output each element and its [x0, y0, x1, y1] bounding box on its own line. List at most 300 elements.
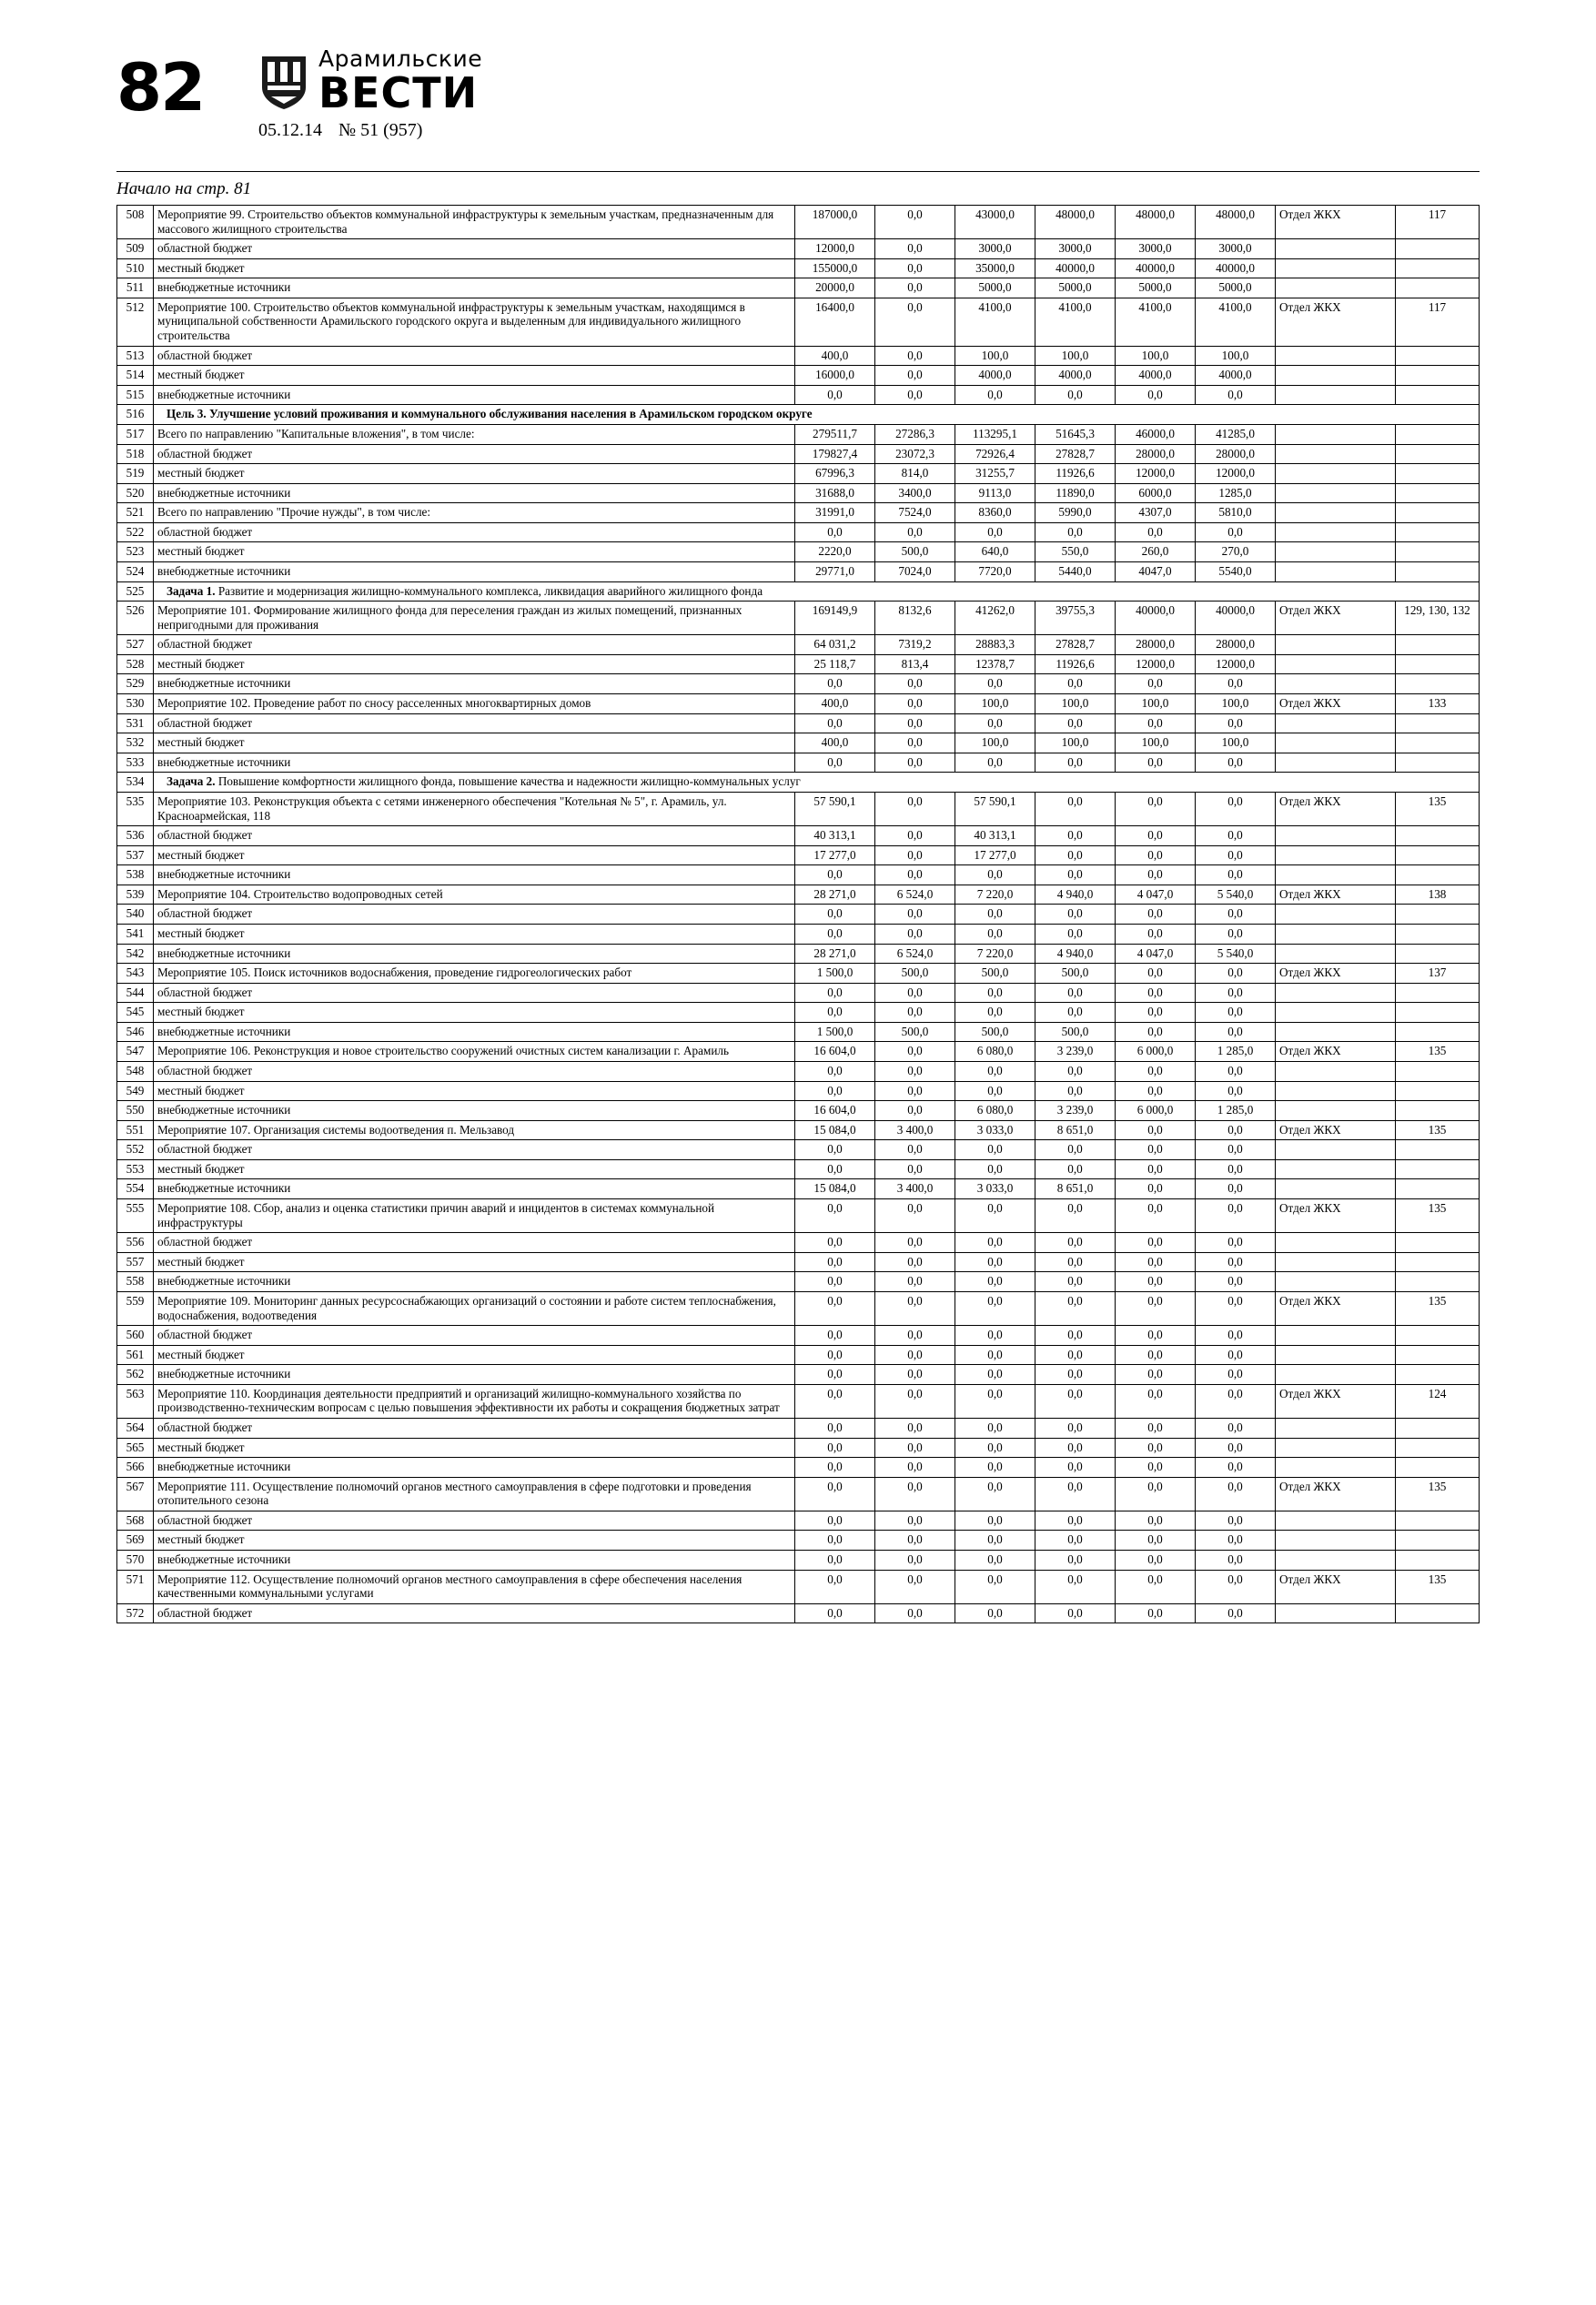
row-value-v5: 0,0: [1116, 983, 1196, 1003]
row-value-v5: 0,0: [1116, 1272, 1196, 1292]
row-value-v2: 0,0: [875, 1233, 955, 1253]
row-reference: [1396, 464, 1480, 484]
row-number: 546: [117, 1022, 154, 1042]
row-value-v2: 0,0: [875, 258, 955, 278]
row-reference: 135: [1396, 1042, 1480, 1062]
row-value-v2: 27286,3: [875, 424, 955, 444]
row-value-v1: 0,0: [795, 674, 875, 694]
row-value-v1: 0,0: [795, 1159, 875, 1179]
row-value-v5: 0,0: [1116, 924, 1196, 944]
row-department: [1276, 1022, 1396, 1042]
paper-name-line1: Арамильские: [318, 45, 483, 72]
issue-line: [258, 120, 422, 141]
row-department: [1276, 1326, 1396, 1346]
row-reference: [1396, 1252, 1480, 1272]
row-value-v2: 0,0: [875, 753, 955, 773]
row-department: [1276, 1081, 1396, 1101]
row-value-v6: 0,0: [1196, 1272, 1276, 1292]
row-reference: [1396, 503, 1480, 523]
row-department: Отдел ЖКХ: [1276, 1570, 1396, 1603]
row-reference: [1396, 1511, 1480, 1531]
row-value-v5: 0,0: [1116, 1531, 1196, 1551]
table-row: [117, 713, 1480, 733]
row-value-v5: 0,0: [1116, 1438, 1196, 1458]
row-value-v2: 0,0: [875, 1042, 955, 1062]
row-number: 539: [117, 885, 154, 905]
row-description: местный бюджет: [154, 464, 795, 484]
header-divider: [116, 171, 1480, 172]
row-value-v4: 0,0: [1035, 1419, 1116, 1439]
row-number: 544: [117, 983, 154, 1003]
row-value-v5: 0,0: [1116, 1179, 1196, 1199]
row-value-v2: 0,0: [875, 674, 955, 694]
row-department: [1276, 733, 1396, 753]
row-reference: [1396, 1022, 1480, 1042]
row-department: [1276, 1365, 1396, 1385]
row-value-v5: 0,0: [1116, 1291, 1196, 1325]
row-value-v5: 28000,0: [1116, 635, 1196, 655]
row-value-v2: 0,0: [875, 1199, 955, 1233]
row-value-v4: 0,0: [1035, 845, 1116, 865]
row-value-v1: 16000,0: [795, 366, 875, 386]
row-description: областной бюджет: [154, 1511, 795, 1531]
row-value-v1: 0,0: [795, 713, 875, 733]
paper-name-line2: ВЕСТИ: [318, 68, 479, 117]
row-value-v3: 41262,0: [955, 602, 1035, 635]
row-value-v4: 0,0: [1035, 826, 1116, 846]
row-reference: [1396, 1531, 1480, 1551]
row-value-v6: 0,0: [1196, 1551, 1276, 1571]
row-value-v6: 5 540,0: [1196, 885, 1276, 905]
row-value-v5: 100,0: [1116, 733, 1196, 753]
row-value-v5: 0,0: [1116, 385, 1196, 405]
row-value-v1: 57 590,1: [795, 792, 875, 825]
row-number: 532: [117, 733, 154, 753]
row-department: Отдел ЖКХ: [1276, 1120, 1396, 1140]
row-value-v3: 0,0: [955, 1199, 1035, 1233]
row-value-v6: 0,0: [1196, 964, 1276, 984]
row-value-v5: 0,0: [1116, 713, 1196, 733]
row-value-v6: 28000,0: [1196, 635, 1276, 655]
table-row: [117, 694, 1480, 714]
row-value-v4: 0,0: [1035, 905, 1116, 925]
row-department: [1276, 674, 1396, 694]
row-value-v2: 0,0: [875, 1511, 955, 1531]
table-row: [117, 865, 1480, 885]
row-description: местный бюджет: [154, 1081, 795, 1101]
row-value-v4: 0,0: [1035, 522, 1116, 542]
row-department: [1276, 464, 1396, 484]
row-value-v6: 0,0: [1196, 1438, 1276, 1458]
row-value-v3: 9113,0: [955, 483, 1035, 503]
row-number: 524: [117, 561, 154, 581]
row-value-v6: 0,0: [1196, 1384, 1276, 1418]
row-department: [1276, 944, 1396, 964]
row-value-v3: 0,0: [955, 1551, 1035, 1571]
row-value-v5: 6 000,0: [1116, 1042, 1196, 1062]
table-row: [117, 1603, 1480, 1623]
row-value-v5: 0,0: [1116, 1022, 1196, 1042]
row-value-v2: 0,0: [875, 1531, 955, 1551]
row-value-v3: 0,0: [955, 1233, 1035, 1253]
row-description: местный бюджет: [154, 845, 795, 865]
row-description: местный бюджет: [154, 542, 795, 562]
row-value-v6: 100,0: [1196, 346, 1276, 366]
row-value-v3: 640,0: [955, 542, 1035, 562]
row-description: внебюджетные источники: [154, 1101, 795, 1121]
row-value-v6: 0,0: [1196, 983, 1276, 1003]
row-department: [1276, 845, 1396, 865]
row-value-v1: 29771,0: [795, 561, 875, 581]
row-reference: 117: [1396, 206, 1480, 239]
row-department: [1276, 1531, 1396, 1551]
row-reference: [1396, 366, 1480, 386]
row-value-v3: 7720,0: [955, 561, 1035, 581]
row-description: Всего по направлению "Капитальные вложения", в том числе:: [154, 424, 795, 444]
row-reference: 129, 130, 132: [1396, 602, 1480, 635]
row-value-v4: 0,0: [1035, 1458, 1116, 1478]
row-value-v1: 2220,0: [795, 542, 875, 562]
row-value-v5: 28000,0: [1116, 444, 1196, 464]
row-value-v4: 100,0: [1035, 733, 1116, 753]
table-row: [117, 1101, 1480, 1121]
row-department: [1276, 865, 1396, 885]
row-value-v4: 27828,7: [1035, 635, 1116, 655]
row-reference: [1396, 346, 1480, 366]
row-department: [1276, 1140, 1396, 1160]
row-value-v1: 40 313,1: [795, 826, 875, 846]
table-row: [117, 542, 1480, 562]
row-number: 525: [117, 581, 154, 602]
row-number: 509: [117, 239, 154, 259]
row-number: 551: [117, 1120, 154, 1140]
row-value-v2: 0,0: [875, 792, 955, 825]
row-value-v5: 0,0: [1116, 1159, 1196, 1179]
row-value-v2: 0,0: [875, 1101, 955, 1121]
row-value-v1: 25 118,7: [795, 654, 875, 674]
row-value-v1: 16400,0: [795, 298, 875, 346]
row-value-v2: 0,0: [875, 713, 955, 733]
row-number: 572: [117, 1603, 154, 1623]
row-value-v6: 0,0: [1196, 1179, 1276, 1199]
row-value-v1: 28 271,0: [795, 944, 875, 964]
row-value-v4: 0,0: [1035, 1252, 1116, 1272]
row-value-v3: 0,0: [955, 865, 1035, 885]
row-value-v5: 0,0: [1116, 1511, 1196, 1531]
row-value-v3: 0,0: [955, 1272, 1035, 1292]
row-department: Отдел ЖКХ: [1276, 1042, 1396, 1062]
table-row: [117, 1291, 1480, 1325]
row-value-v5: 12000,0: [1116, 464, 1196, 484]
row-value-v3: 0,0: [955, 1458, 1035, 1478]
table-row: [117, 278, 1480, 298]
row-value-v3: 0,0: [955, 905, 1035, 925]
row-value-v6: 0,0: [1196, 522, 1276, 542]
row-description: внебюджетные источники: [154, 753, 795, 773]
row-description: местный бюджет: [154, 1345, 795, 1365]
table-row: [117, 298, 1480, 346]
row-value-v6: 5000,0: [1196, 278, 1276, 298]
row-value-v6: 0,0: [1196, 1233, 1276, 1253]
table-row: [117, 602, 1480, 635]
table-row: [117, 1179, 1480, 1199]
row-reference: 124: [1396, 1384, 1480, 1418]
row-value-v1: 0,0: [795, 1438, 875, 1458]
row-description: Мероприятие 109. Мониторинг данных ресурсоснабжающих организаций о состоянии и работе систем теплоснабжения, водоснабжения, водоотведения: [154, 1291, 795, 1325]
row-reference: [1396, 1272, 1480, 1292]
row-value-v5: 100,0: [1116, 346, 1196, 366]
row-value-v5: 4 047,0: [1116, 885, 1196, 905]
row-value-v1: 187000,0: [795, 206, 875, 239]
row-value-v6: 0,0: [1196, 1291, 1276, 1325]
row-value-v6: 28000,0: [1196, 444, 1276, 464]
row-value-v6: 5540,0: [1196, 561, 1276, 581]
row-description: Мероприятие 106. Реконструкция и новое строительство сооружений очистных систем канализации г. Арамиль: [154, 1042, 795, 1062]
row-department: Отдел ЖКХ: [1276, 1384, 1396, 1418]
row-value-v5: 0,0: [1116, 964, 1196, 984]
table-row: [117, 1062, 1480, 1082]
row-value-v1: 0,0: [795, 924, 875, 944]
row-value-v2: 813,4: [875, 654, 955, 674]
row-department: Отдел ЖКХ: [1276, 792, 1396, 825]
row-value-v1: 155000,0: [795, 258, 875, 278]
row-description: внебюджетные источники: [154, 944, 795, 964]
row-value-v6: 0,0: [1196, 1477, 1276, 1511]
row-value-v2: 7524,0: [875, 503, 955, 523]
row-description: областной бюджет: [154, 826, 795, 846]
row-department: [1276, 654, 1396, 674]
row-description: внебюджетные источники: [154, 385, 795, 405]
row-value-v6: 0,0: [1196, 845, 1276, 865]
row-description: местный бюджет: [154, 366, 795, 386]
row-value-v2: 0,0: [875, 826, 955, 846]
row-value-v5: 0,0: [1116, 905, 1196, 925]
row-number: 560: [117, 1326, 154, 1346]
row-reference: [1396, 1062, 1480, 1082]
row-reference: [1396, 483, 1480, 503]
row-value-v6: 1285,0: [1196, 483, 1276, 503]
row-value-v6: 0,0: [1196, 905, 1276, 925]
row-value-v4: 0,0: [1035, 1570, 1116, 1603]
row-value-v5: 0,0: [1116, 522, 1196, 542]
row-number: 521: [117, 503, 154, 523]
row-description: внебюджетные источники: [154, 483, 795, 503]
row-value-v2: 0,0: [875, 1458, 955, 1478]
row-value-v1: 0,0: [795, 522, 875, 542]
row-value-v4: 3000,0: [1035, 239, 1116, 259]
row-value-v2: 500,0: [875, 964, 955, 984]
row-value-v3: 0,0: [955, 1326, 1035, 1346]
row-reference: [1396, 424, 1480, 444]
row-value-v5: 0,0: [1116, 1062, 1196, 1082]
row-value-v6: 1 285,0: [1196, 1101, 1276, 1121]
row-value-v6: 270,0: [1196, 542, 1276, 562]
row-number: 530: [117, 694, 154, 714]
row-number: 569: [117, 1531, 154, 1551]
row-value-v5: 0,0: [1116, 1365, 1196, 1385]
row-value-v2: 814,0: [875, 464, 955, 484]
row-department: [1276, 561, 1396, 581]
row-value-v6: 0,0: [1196, 385, 1276, 405]
row-value-v3: 43000,0: [955, 206, 1035, 239]
row-value-v1: 15 084,0: [795, 1120, 875, 1140]
row-value-v2: 0,0: [875, 522, 955, 542]
row-value-v6: 0,0: [1196, 1326, 1276, 1346]
table-row: [117, 1419, 1480, 1439]
row-reference: [1396, 674, 1480, 694]
row-description: Мероприятие 101. Формирование жилищного фонда для переселения граждан из жилых помещений, признанных непригодными для проживания: [154, 602, 795, 635]
row-value-v2: 0,0: [875, 366, 955, 386]
row-value-v2: 0,0: [875, 1252, 955, 1272]
row-value-v4: 0,0: [1035, 713, 1116, 733]
row-number: 545: [117, 1003, 154, 1023]
row-description: местный бюджет: [154, 1531, 795, 1551]
row-value-v4: 11890,0: [1035, 483, 1116, 503]
row-department: [1276, 1179, 1396, 1199]
row-value-v3: 0,0: [955, 1062, 1035, 1082]
row-description: Всего по направлению "Прочие нужды", в том числе:: [154, 503, 795, 523]
table-row: [117, 366, 1480, 386]
row-value-v5: 0,0: [1116, 1345, 1196, 1365]
row-value-v6: 0,0: [1196, 674, 1276, 694]
row-value-v2: 0,0: [875, 1062, 955, 1082]
row-reference: [1396, 561, 1480, 581]
row-value-v4: 0,0: [1035, 1551, 1116, 1571]
row-value-v1: 0,0: [795, 1003, 875, 1023]
row-reference: [1396, 1603, 1480, 1623]
row-value-v4: 0,0: [1035, 983, 1116, 1003]
row-reference: [1396, 1458, 1480, 1478]
row-description: областной бюджет: [154, 239, 795, 259]
row-number: 568: [117, 1511, 154, 1531]
row-value-v6: 0,0: [1196, 1419, 1276, 1439]
row-value-v4: 0,0: [1035, 385, 1116, 405]
row-value-v3: 500,0: [955, 964, 1035, 984]
row-value-v4: 0,0: [1035, 1345, 1116, 1365]
row-value-v3: 113295,1: [955, 424, 1035, 444]
row-value-v3: 500,0: [955, 1022, 1035, 1042]
row-department: Отдел ЖКХ: [1276, 1477, 1396, 1511]
row-value-v6: 0,0: [1196, 1120, 1276, 1140]
row-reference: [1396, 278, 1480, 298]
table-row: [117, 206, 1480, 239]
row-number: 527: [117, 635, 154, 655]
table-row: [117, 674, 1480, 694]
row-value-v2: 0,0: [875, 983, 955, 1003]
row-value-v3: 0,0: [955, 1384, 1035, 1418]
row-value-v5: 12000,0: [1116, 654, 1196, 674]
row-reference: [1396, 983, 1480, 1003]
row-value-v2: 0,0: [875, 1551, 955, 1571]
row-value-v3: 28883,3: [955, 635, 1035, 655]
row-number: 542: [117, 944, 154, 964]
row-department: [1276, 1272, 1396, 1292]
row-value-v3: 3 033,0: [955, 1179, 1035, 1199]
row-value-v4: 0,0: [1035, 865, 1116, 885]
row-reference: [1396, 444, 1480, 464]
row-reference: 133: [1396, 694, 1480, 714]
row-reference: [1396, 1081, 1480, 1101]
row-value-v1: 0,0: [795, 1140, 875, 1160]
row-description: местный бюджет: [154, 258, 795, 278]
row-value-v4: 4 940,0: [1035, 944, 1116, 964]
row-reference: 135: [1396, 792, 1480, 825]
row-number: 516: [117, 405, 154, 425]
row-value-v2: 0,0: [875, 1345, 955, 1365]
row-reference: [1396, 1140, 1480, 1160]
row-value-v3: 3000,0: [955, 239, 1035, 259]
row-department: [1276, 1438, 1396, 1458]
row-value-v6: 0,0: [1196, 865, 1276, 885]
row-number: 555: [117, 1199, 154, 1233]
section-task-title: Задача 1. Развитие и модернизация жилищно-коммунального комплекса, ликвидация аварийного жилищного фонда: [154, 581, 1480, 602]
row-value-v1: 169149,9: [795, 602, 875, 635]
row-description: Мероприятие 105. Поиск источников водоснабжения, проведение гидрогеологических работ: [154, 964, 795, 984]
row-value-v6: 0,0: [1196, 1570, 1276, 1603]
row-value-v5: 5000,0: [1116, 278, 1196, 298]
table-row: [117, 1022, 1480, 1042]
row-department: [1276, 278, 1396, 298]
row-value-v1: 28 271,0: [795, 885, 875, 905]
row-value-v1: 0,0: [795, 1081, 875, 1101]
row-value-v6: 100,0: [1196, 694, 1276, 714]
row-value-v4: 51645,3: [1035, 424, 1116, 444]
row-department: [1276, 1252, 1396, 1272]
row-description: областной бюджет: [154, 444, 795, 464]
section-goal-title: Цель 3. Улучшение условий проживания и коммунального обслуживания населения в Арамильском городском округе: [154, 405, 1480, 425]
row-number: 570: [117, 1551, 154, 1571]
row-value-v5: 46000,0: [1116, 424, 1196, 444]
row-reference: [1396, 654, 1480, 674]
section-task-title: Задача 2. Повышение комфортности жилищного фонда, повышение качества и надежности жилищно-коммунальных услуг: [154, 773, 1480, 793]
row-description: Мероприятие 108. Сбор, анализ и оценка статистики причин аварий и инцидентов в системах коммунальной инфраструктуры: [154, 1199, 795, 1233]
newspaper-page: [0, 47, 1596, 2305]
row-value-v4: 0,0: [1035, 1081, 1116, 1101]
row-value-v3: 0,0: [955, 1345, 1035, 1365]
row-value-v6: 3000,0: [1196, 239, 1276, 259]
row-value-v1: 400,0: [795, 733, 875, 753]
table-row: [117, 1438, 1480, 1458]
row-description: Мероприятие 100. Строительство объектов коммунальной инфраструктуры к земельным участкам, находящимся в муниципальной собственности Арамильского городского округа и выделенным для индивидуального жилищного строительства: [154, 298, 795, 346]
row-value-v3: 100,0: [955, 733, 1035, 753]
row-value-v3: 4100,0: [955, 298, 1035, 346]
row-value-v6: 12000,0: [1196, 464, 1276, 484]
row-reference: [1396, 1438, 1480, 1458]
row-value-v5: 0,0: [1116, 865, 1196, 885]
row-value-v3: 0,0: [955, 1365, 1035, 1385]
row-reference: 135: [1396, 1477, 1480, 1511]
row-description: областной бюджет: [154, 1062, 795, 1082]
row-number: 556: [117, 1233, 154, 1253]
row-value-v6: 0,0: [1196, 1159, 1276, 1179]
row-department: [1276, 239, 1396, 259]
row-number: 541: [117, 924, 154, 944]
row-description: Мероприятие 104. Строительство водопроводных сетей: [154, 885, 795, 905]
row-department: Отдел ЖКХ: [1276, 964, 1396, 984]
row-value-v2: 3 400,0: [875, 1179, 955, 1199]
row-value-v1: 179827,4: [795, 444, 875, 464]
row-reference: [1396, 1159, 1480, 1179]
row-value-v4: 39755,3: [1035, 602, 1116, 635]
row-department: [1276, 424, 1396, 444]
row-value-v1: 16 604,0: [795, 1042, 875, 1062]
row-department: [1276, 983, 1396, 1003]
row-number: 565: [117, 1438, 154, 1458]
table-row: [117, 1159, 1480, 1179]
table-row: [117, 503, 1480, 523]
row-reference: [1396, 1365, 1480, 1385]
row-value-v1: 0,0: [795, 385, 875, 405]
